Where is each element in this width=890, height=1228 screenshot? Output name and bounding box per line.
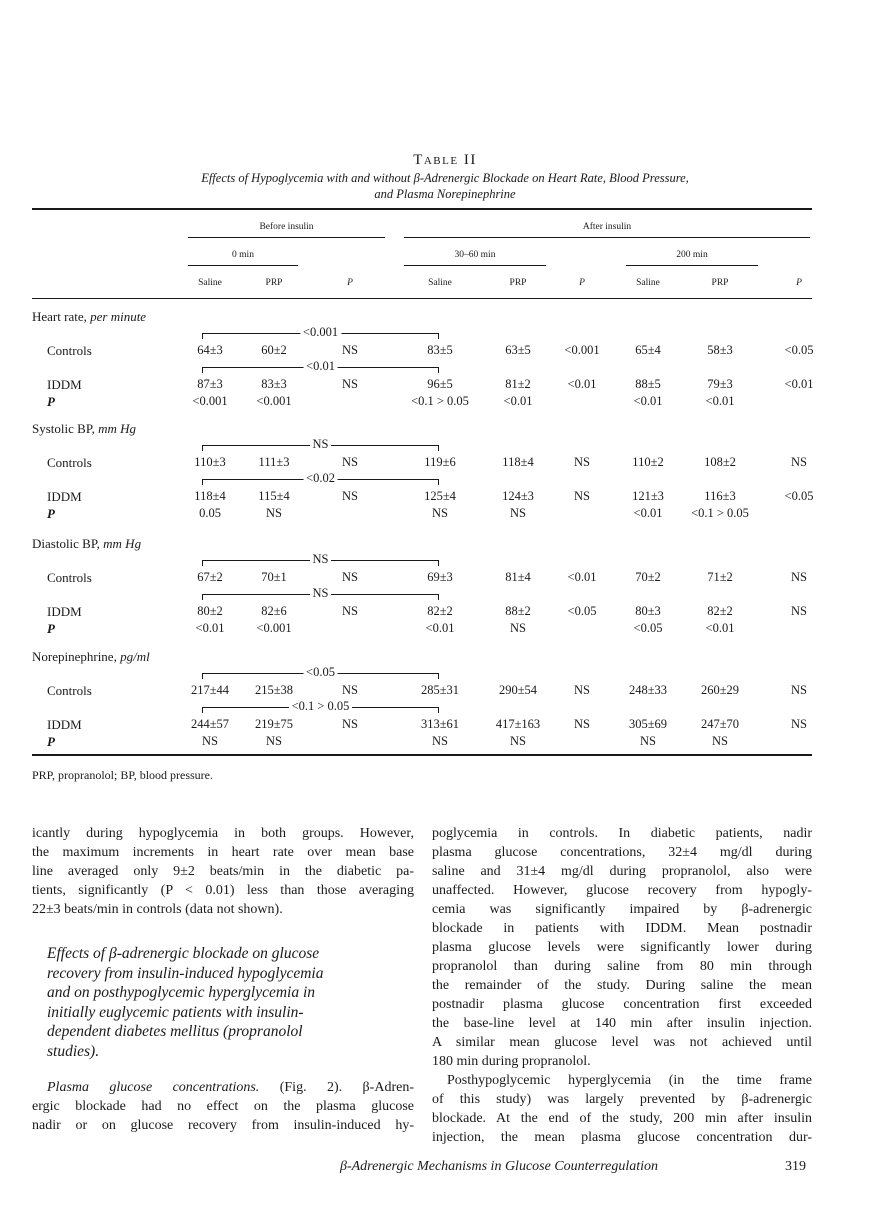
row-label-iddm: IDDM [47, 717, 82, 732]
text-line: icantly during hypoglycemia in both groups. However, [32, 826, 414, 841]
table-cell: <0.01 [567, 377, 597, 391]
table-cell: NS [574, 717, 590, 731]
significance-bracket [202, 665, 439, 679]
table-cell: NS [342, 683, 358, 697]
table-caption [110, 170, 780, 202]
text-line: of this study) was largely prevented by β-adrenergic [432, 1092, 812, 1107]
table-cell: 115±4 [258, 489, 290, 503]
table-cell: 70±1 [261, 570, 287, 584]
header-rule [404, 265, 546, 266]
table-cell: 121±3 [632, 489, 664, 503]
table-cell: 63±5 [505, 343, 531, 357]
text-line: blockade. At the end of the study, 200 min after insulin [432, 1111, 812, 1126]
header-time-200: 200 min [676, 250, 708, 260]
row-label-p: P [47, 734, 55, 749]
table-cell: NS [640, 734, 656, 748]
table-cell: NS [510, 734, 526, 748]
table-cell: <0.001 [256, 394, 292, 408]
table-cell: NS [342, 455, 358, 469]
table-cell: NS [432, 506, 448, 520]
table-cell: 260±29 [700, 683, 740, 697]
table-cell: 290±54 [498, 683, 538, 697]
table-cell: 82±6 [261, 604, 287, 618]
table-top-rule [32, 208, 812, 210]
table-cell: 82±2 [707, 604, 733, 618]
row-label-iddm: IDDM [47, 377, 82, 392]
section-subheading [47, 944, 397, 1061]
row-label-iddm: IDDM [47, 604, 82, 619]
column-header-saline: Saline [428, 278, 452, 288]
significance-bracket [202, 552, 439, 566]
row-label-p: P [47, 394, 55, 409]
table-cell: 119±6 [424, 455, 456, 469]
header-time-0: 0 min [232, 250, 254, 260]
text-line [32, 1078, 414, 1097]
table-cell: <0.05 [567, 604, 597, 618]
text-line: cemia was significantly impaired by β-adrenergic [432, 902, 812, 917]
row-label-controls: Controls [47, 570, 92, 585]
table-cell: <0.01 [195, 621, 225, 635]
table-cell: <0.05 [784, 489, 814, 503]
row-label-iddm: IDDM [47, 489, 82, 504]
table-cell: 88±2 [505, 604, 531, 618]
text-line: the remainder of the study. During saline the mean [432, 978, 812, 993]
table-cell: NS [791, 570, 807, 584]
header-rule [626, 265, 758, 266]
bracket-p-value: <0.1 > 0.05 [289, 699, 353, 714]
header-rule [188, 237, 385, 238]
table-cell: <0.01 [633, 506, 663, 520]
column-header-saline: Saline [636, 278, 660, 288]
text-line: Posthypoglycemic hyperglycemia (in the time frame [447, 1073, 812, 1088]
table-cell: NS [202, 734, 218, 748]
table-cell: <0.001 [564, 343, 600, 357]
text-line: plasma glucose levels were significantly lower during [432, 940, 812, 955]
table-cell: NS [791, 717, 807, 731]
table-cell: <0.01 [425, 621, 455, 635]
header-before-insulin: Before insulin [259, 222, 314, 232]
left-column-paragraph-1 [32, 824, 414, 919]
table-cell: NS [342, 489, 358, 503]
row-label-controls: Controls [47, 683, 92, 698]
text-line: propranolol than during saline from 80 min through [432, 959, 812, 974]
table-cell: 88±5 [635, 377, 661, 391]
table-cell: 87±3 [197, 377, 223, 391]
section-title-norepinephrine [32, 649, 150, 665]
left-column-paragraph-2 [32, 1078, 414, 1135]
table-cell: 67±2 [197, 570, 223, 584]
bracket-p-value: <0.02 [303, 471, 338, 486]
text-line: nadir or on glucose recovery from insulin-induced hy- [32, 1118, 414, 1133]
table-cell: NS [574, 683, 590, 697]
table-cell: <0.01 [567, 570, 597, 584]
table-cell: 81±4 [505, 570, 531, 584]
running-head: β-Adrenergic Mechanisms in Glucose Counterregulation [340, 1159, 659, 1174]
column-header-p: P [347, 278, 353, 288]
bracket-p-value: NS [310, 586, 332, 601]
table-cell: <0.01 [633, 394, 663, 408]
table-cell: 65±4 [635, 343, 661, 357]
table-cell: NS [342, 717, 358, 731]
table-cell: NS [510, 621, 526, 635]
table-bottom-rule [32, 754, 812, 756]
text-line: blockade in patients with IDDM. Mean postnadir [432, 921, 812, 936]
significance-bracket [202, 471, 439, 485]
table-cell: NS [791, 683, 807, 697]
column-header-saline: Saline [198, 278, 222, 288]
table-cell: <0.01 [784, 377, 814, 391]
table-cell: 116±3 [704, 489, 736, 503]
section-unit: mm Hg [103, 536, 142, 551]
text-line: the base-line level at 140 min after insulin injection. [432, 1016, 812, 1031]
table-cell: 247±70 [700, 717, 740, 731]
right-column-paragraph-1 [432, 824, 812, 1071]
table-cell: NS [342, 343, 358, 357]
section-title-text: Norepinephrine, [32, 649, 117, 664]
header-rule [404, 237, 810, 238]
table-cell: 80±2 [197, 604, 223, 618]
text-line: poglycemia in controls. In diabetic patients, nadir [432, 826, 812, 841]
section-title-heart-rate [32, 309, 146, 325]
row-label-controls: Controls [47, 455, 92, 470]
bracket-p-value: <0.01 [303, 359, 338, 374]
header-after-insulin: After insulin [582, 222, 632, 232]
bracket-p-value: <0.05 [303, 665, 338, 680]
column-header-prp: PRP [711, 278, 729, 288]
table-cell: NS [342, 604, 358, 618]
table-cell: NS [432, 734, 448, 748]
significance-bracket [202, 325, 439, 339]
significance-bracket [202, 586, 439, 600]
table-cell: 215±38 [254, 683, 294, 697]
table-cell: 124±3 [502, 489, 534, 503]
text-line: plasma glucose concentrations, 32±4 mg/dl during [432, 845, 812, 860]
section-unit: pg/ml [120, 649, 150, 664]
table-cell: NS [574, 455, 590, 469]
significance-bracket [202, 359, 439, 373]
subheading-line: Effects of β-adrenergic blockade on glucose [47, 945, 320, 962]
table-cell: NS [712, 734, 728, 748]
text-line: the maximum increments in heart rate over mean base [32, 845, 414, 860]
text-line: ergic blockade had no effect on the plasma glucose [32, 1099, 414, 1114]
page-number: 319 [785, 1159, 806, 1174]
table-cell: NS [510, 506, 526, 520]
section-title-diastolic-bp [32, 536, 141, 552]
table-cell: NS [791, 455, 807, 469]
table-cell: <0.05 [633, 621, 663, 635]
column-header-prp: PRP [265, 278, 283, 288]
table-cell: NS [266, 734, 282, 748]
table-cell: 125±4 [424, 489, 456, 503]
table-cell: NS [574, 489, 590, 503]
table-cell: 81±2 [505, 377, 531, 391]
table-cell: NS [342, 377, 358, 391]
table-cell: 58±3 [707, 343, 733, 357]
table-cell: 70±2 [635, 570, 661, 584]
table-cell: 83±3 [261, 377, 287, 391]
table-cell: <0.1 > 0.05 [691, 506, 749, 520]
section-title-text: Systolic BP, [32, 421, 95, 436]
table-cell: 118±4 [194, 489, 226, 503]
column-header-p: P [579, 278, 585, 288]
bracket-p-value: <0.001 [300, 325, 341, 340]
table-cell: 96±5 [427, 377, 453, 391]
table-caption-line-1: Effects of Hypoglycemia with and without β-Adrenergic Blockade on Heart Rate, Blood Pressure, [201, 171, 689, 185]
table-cell: <0.1 > 0.05 [411, 394, 469, 408]
table-cell: 64±3 [197, 343, 223, 357]
table-cell: 313±61 [420, 717, 460, 731]
table-cell: <0.05 [784, 343, 814, 357]
table-cell: <0.01 [503, 394, 533, 408]
table-footnote: PRP, propranolol; BP, blood pressure. [32, 768, 214, 782]
bracket-p-value: NS [310, 437, 332, 452]
table-cell: 248±33 [628, 683, 668, 697]
column-header-prp: PRP [509, 278, 527, 288]
table-cell: 118±4 [502, 455, 534, 469]
table-cell: NS [342, 570, 358, 584]
subheading-line: initially euglycemic patients with insulin- [47, 1003, 304, 1021]
table-caption-line-2: and Plasma Norepinephrine [374, 187, 516, 201]
text-line: unaffected. However, glucose recovery from hypogly- [432, 883, 812, 898]
table-cell: <0.001 [192, 394, 228, 408]
text-line: 22±3 beats/min in controls (data not shown). [32, 902, 283, 917]
table-cell: 110±3 [194, 455, 226, 469]
text-line: postnadir plasma glucose concentration first exceeded [432, 997, 812, 1012]
significance-bracket [202, 437, 439, 451]
table-cell: 217±44 [190, 683, 230, 697]
table-cell: 83±5 [427, 343, 453, 357]
section-unit: per minute [90, 309, 147, 324]
table-cell: 417±163 [495, 717, 541, 731]
section-title-text: Diastolic BP, [32, 536, 100, 551]
table-cell: NS [266, 506, 282, 520]
section-title-systolic-bp [32, 421, 136, 437]
text-line: tients, significantly (P < 0.01) less than those averaging [32, 883, 414, 898]
table-cell: 219±75 [254, 717, 294, 731]
table-cell: 111±3 [258, 455, 290, 469]
table-cell: 79±3 [707, 377, 733, 391]
significance-bracket [202, 699, 439, 713]
table-cell: 71±2 [707, 570, 733, 584]
subheading-line: recovery from insulin-induced hypoglycemia [47, 964, 324, 982]
row-label-controls: Controls [47, 343, 92, 358]
table-cell: 244±57 [190, 717, 230, 731]
bracket-p-value: NS [310, 552, 332, 567]
table-label: Table II [413, 152, 477, 168]
table-cell: 82±2 [427, 604, 453, 618]
section-title-text: Heart rate, [32, 309, 87, 324]
header-bottom-rule [32, 298, 812, 299]
text-line: injection, the mean plasma glucose concentration dur- [432, 1130, 812, 1145]
table-cell: <0.01 [705, 394, 735, 408]
column-header-p: P [796, 278, 802, 288]
header-rule [188, 265, 298, 266]
table-cell: 108±2 [704, 455, 736, 469]
run-in-heading: Plasma glucose concentrations. [47, 1080, 260, 1095]
table-cell: <0.001 [256, 621, 292, 635]
table-cell: 110±2 [632, 455, 664, 469]
text-line: saline and 31±4 mg/dl during propranolol, also were [432, 864, 812, 879]
table-cell: <0.01 [705, 621, 735, 635]
table-cell: 0.05 [199, 506, 221, 520]
table-cell: 69±3 [427, 570, 453, 584]
text-line: A similar mean glucose level was not achieved until [432, 1035, 812, 1050]
table-cell: NS [791, 604, 807, 618]
text-line: 180 min during propranolol. [432, 1054, 591, 1069]
table-cell: 305±69 [628, 717, 668, 731]
header-time-30-60: 30–60 min [454, 250, 496, 260]
text-line: line averaged only 9±2 beats/min in the diabetic pa- [32, 864, 414, 879]
table-cell: 80±3 [635, 604, 661, 618]
section-unit: mm Hg [98, 421, 137, 436]
row-label-p: P [47, 621, 55, 636]
right-column-paragraph-2 [432, 1071, 812, 1147]
subheading-line: dependent diabetes mellitus (propranolol [47, 1023, 303, 1040]
text-run: (Fig. 2). β-Adren- [259, 1080, 414, 1095]
row-label-p: P [47, 506, 55, 521]
table-cell: 60±2 [261, 343, 287, 357]
table-cell: 285±31 [420, 683, 460, 697]
subheading-line: and on posthypoglycemic hyperglycemia in [47, 984, 316, 1001]
subheading-line: studies). [47, 1042, 100, 1060]
